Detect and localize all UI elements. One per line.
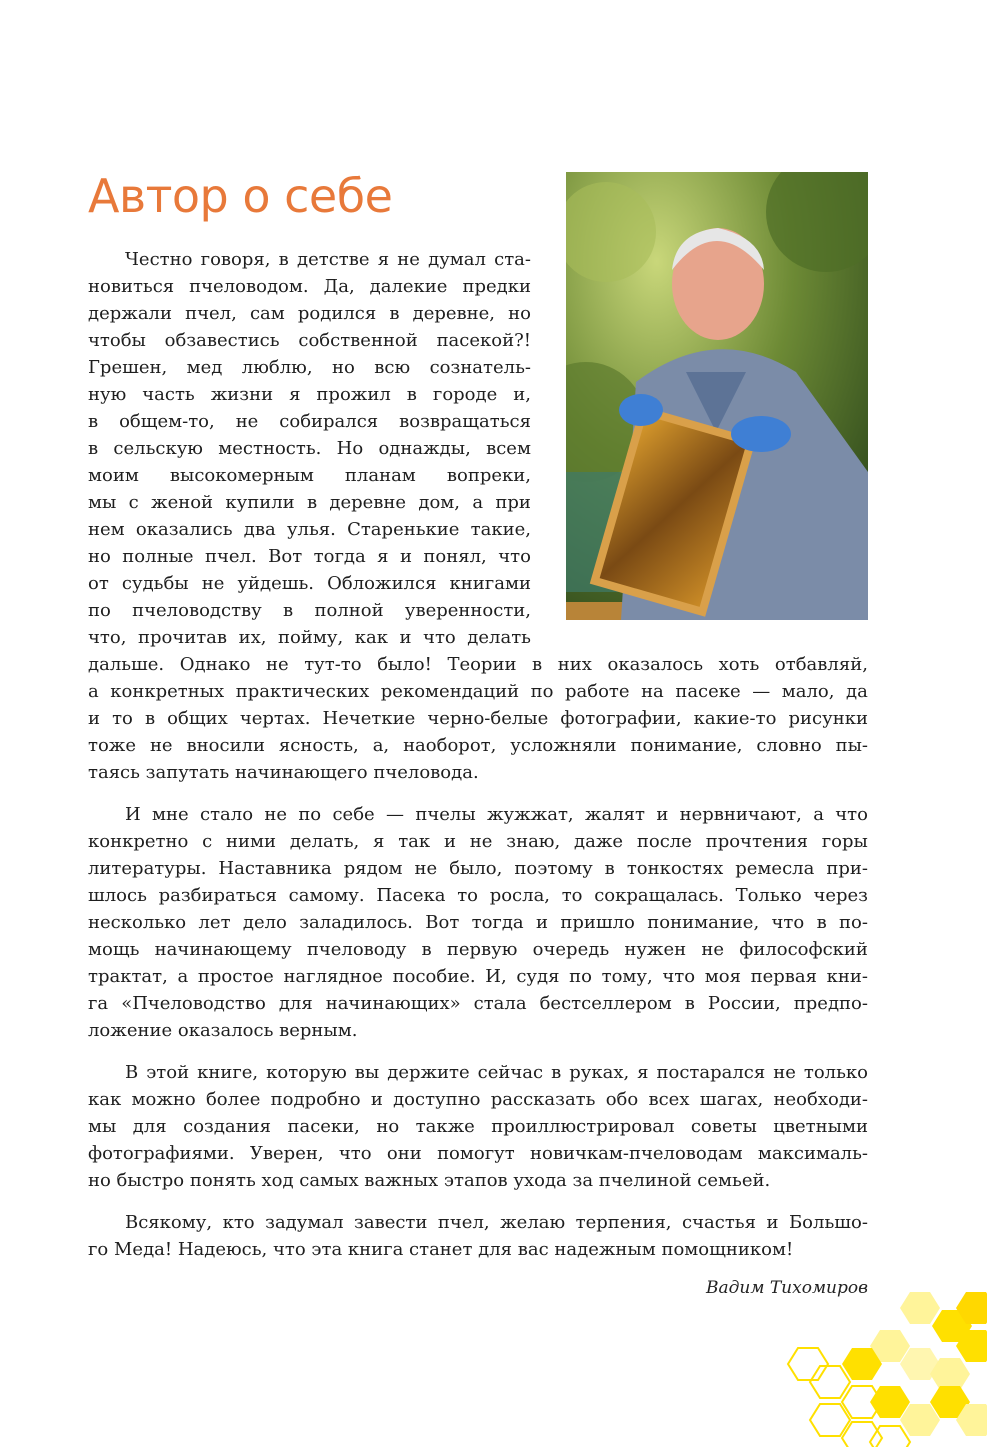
- text-line: в сельскую местность. Но однажды, всем: [88, 438, 531, 459]
- text-line: новиться пчеловодом. Да, далекие предки: [88, 276, 531, 297]
- text-line: по пчеловодству в полной уверенности,: [88, 600, 531, 621]
- text-line: шлось разбираться самому. Пасека то росла, то сокращалась. Только через: [88, 885, 868, 906]
- honeycomb-decoration: [780, 1286, 987, 1447]
- text-line: мы для создания пасеки, но также проиллюстрировал советы цветными: [88, 1116, 868, 1137]
- text-line: что, прочитав их, пойму, как и что делать: [88, 627, 531, 648]
- text-line: фотографиями. Уверен, что они помогут новичкам-пчеловодам максималь-: [88, 1143, 868, 1164]
- text-line: литературы. Наставника рядом не было, поэтому в тонкостях ремесла при-: [88, 858, 868, 879]
- text-line: чтобы обзавестись собственной пасекой?!: [88, 330, 531, 351]
- text-line: и то в общих чертах. Нечеткие черно-белые фотографии, какие-то рисунки: [88, 708, 868, 729]
- text-line: ложение оказалось верным.: [88, 1020, 358, 1041]
- author-signature: Вадим Тихомиров: [705, 1278, 868, 1298]
- text-line: несколько лет дело заладилось. Вот тогда и пришло понимание, что в по-: [88, 912, 868, 933]
- text-line: Грешен, мед люблю, но всю сознатель-: [88, 357, 531, 378]
- text-line: нем оказались два улья. Старенькие такие,: [88, 519, 531, 540]
- text-line: ную часть жизни я прожил в городе и,: [88, 384, 531, 405]
- text-line: га «Пчеловодство для начинающих» стала бестселлером в России, предпо-: [88, 993, 868, 1014]
- text-line: как можно более подробно и доступно рассказать обо всех шагах, необходи-: [88, 1089, 868, 1110]
- text-line: Всякому, кто задумал завести пчел, желаю терпения, счастья и Большо-: [125, 1212, 868, 1233]
- text-line: от судьбы не уйдешь. Обложился книгами: [88, 573, 531, 594]
- page-title: Автор о себе: [88, 169, 393, 223]
- text-line: И мне стало не по себе — пчелы жужжат, жалят и нервничают, а что: [125, 804, 868, 825]
- text-line: таясь запутать начинающего пчеловода.: [88, 762, 479, 783]
- text-line: а конкретных практических рекомендаций по работе на пасеке — мало, да: [88, 681, 868, 702]
- text-line: го Меда! Надеюсь, что эта книга станет для вас надежным помощником!: [88, 1239, 794, 1260]
- text-line: конкретно с ними делать, я так и не знаю, даже после прочтения горы: [88, 831, 868, 852]
- text-line: в общем-то, не собирался возвращаться: [88, 411, 531, 432]
- text-line: мы с женой купили в деревне дом, а при: [88, 492, 531, 513]
- text-line: держали пчел, сам родился в деревне, но: [88, 303, 531, 324]
- text-line: мощь начинающему пчеловоду в первую очередь нужен не философский: [88, 939, 868, 960]
- text-line: но полные пчел. Вот тогда я и понял, что: [88, 546, 531, 567]
- text-line: дальше. Однако не тут-то было! Теории в них оказалось хоть отбавляй,: [88, 654, 868, 675]
- text-line: тоже не вносили ясность, а, наоборот, усложняли понимание, словно пы-: [88, 735, 868, 756]
- text-line: но быстро понять ход самых важных этапов ухода за пчелиной семьей.: [88, 1170, 771, 1191]
- author-photo: [566, 172, 868, 620]
- text-line: Честно говоря, в детстве я не думал ста-: [125, 249, 531, 270]
- text-line: моим высокомерным планам вопреки,: [88, 465, 531, 486]
- text-line: трактат, а простое наглядное пособие. И, судя по тому, что моя первая кни-: [88, 966, 868, 987]
- text-line: В этой книге, которую вы держите сейчас в руках, я постарался не только: [125, 1062, 868, 1083]
